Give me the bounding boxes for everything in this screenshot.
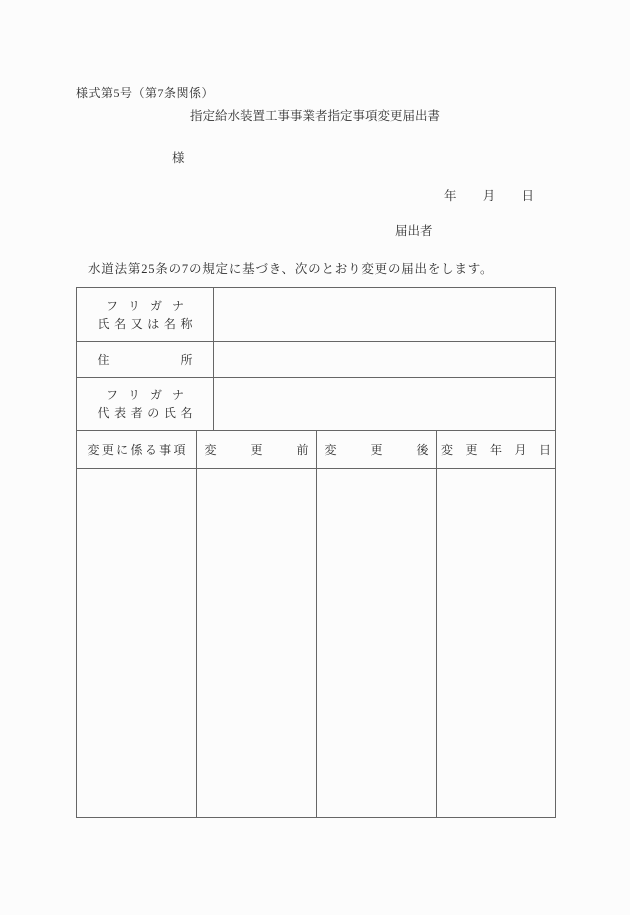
table-row-representative [77,378,555,431]
change-notification-table [76,287,556,818]
address-label: 住 所 [97,352,193,367]
document-title: 指定給水装置工事事業者指定事項変更届出書 [189,109,440,123]
header-before-cell [197,431,317,468]
date-year-label: 年 [444,189,457,203]
date-month-label: 月 [482,189,496,203]
header-change-date-cell [437,431,555,468]
name-value-cell[interactable] [214,288,555,341]
representative-value-cell[interactable] [214,378,555,430]
date-line [444,186,534,204]
declarant-label: 届出者 [395,224,433,238]
after-entry-cell[interactable] [317,469,437,817]
name-label-cell [77,288,214,341]
table-row-address [77,342,555,378]
representative-furigana-label: フ リ ガ ナ [106,388,184,402]
header-change-date-label: 変 更 年 月 日 [441,442,551,457]
change-date-entry-cell[interactable] [437,469,555,817]
form-number: 様式第5号（第7条関係） [76,86,215,100]
table-body-row [77,469,555,817]
header-change-item-label: 変 更 に 係 る 事 項 [87,442,186,457]
name-furigana-label: フ リ ガ ナ [106,298,184,313]
intro-sentence: 水道法第25条の7の規定に基づき、次のとおり変更の届出をします。 [88,262,494,276]
date-day-label: 日 [521,189,534,203]
representative-label-cell [77,378,214,430]
address-label-cell [77,342,214,377]
header-change-item-cell [77,431,197,468]
table-row-name [77,288,555,342]
header-after-label: 変 更 後 [324,442,429,457]
representative-label: 代 表 者 の 氏 名 [97,406,193,420]
change-item-entry-cell[interactable] [77,469,197,817]
table-header-row [77,431,555,469]
header-before-label: 変 更 前 [204,442,309,457]
addressee-suffix-label: 様 [172,151,185,165]
name-label: 氏 名 又 は 名 称 [97,316,193,331]
before-entry-cell[interactable] [197,469,317,817]
header-after-cell [317,431,437,468]
address-value-cell[interactable] [214,342,555,377]
